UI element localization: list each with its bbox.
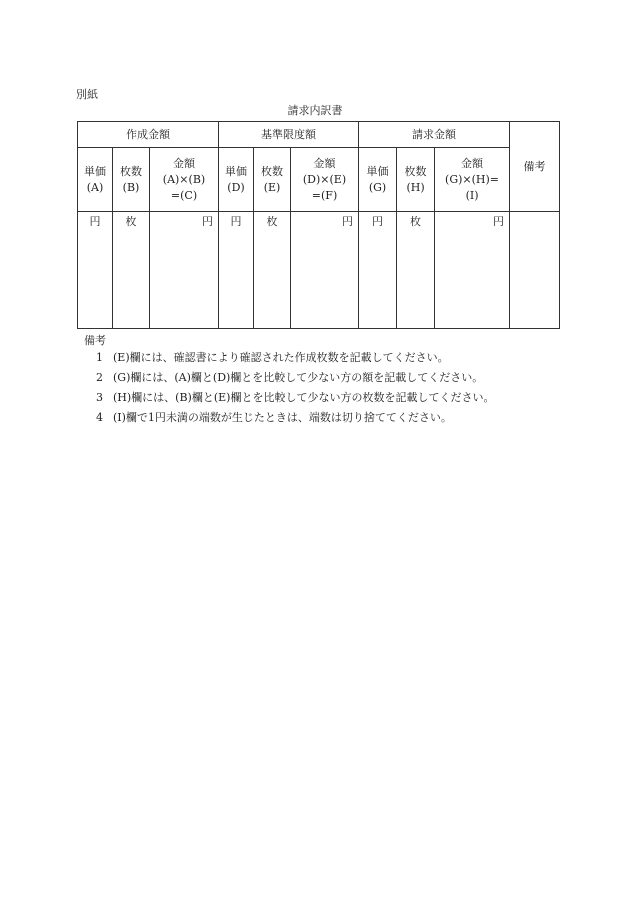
group-header-claim-amount: 請求金額 (359, 122, 510, 148)
document-title: 請求内訳書 (287, 104, 343, 117)
cell-unit-price-d[interactable]: 円 (219, 212, 254, 329)
subheader-count-h: 枚数 (H) (397, 148, 435, 212)
note-number: 1 (96, 351, 103, 364)
note-item (96, 348, 494, 368)
billing-breakdown-table (77, 121, 560, 329)
cell-remarks[interactable] (510, 212, 560, 329)
note-number: 4 (96, 411, 103, 424)
cell-amount-i[interactable]: 円 (435, 212, 510, 329)
cell-amount-c[interactable]: 円 (150, 212, 219, 329)
subheader-amount-i: 金額 (G)×(H)= (I) (435, 148, 510, 212)
cell-unit-price-a[interactable]: 円 (78, 212, 113, 329)
note-number: 2 (96, 371, 103, 384)
cell-count-b[interactable]: 枚 (113, 212, 150, 329)
notes-list (96, 348, 494, 428)
subheader-unit-price-d: 単価 (D) (219, 148, 254, 212)
note-text: (H)欄には、(B)欄と(E)欄とを比較して少ない方の枚数を記載してください。 (113, 391, 495, 404)
group-header-production-amount: 作成金額 (78, 122, 219, 148)
note-item (96, 408, 494, 428)
subheader-amount-c: 金額 (A)×(B) =(C) (150, 148, 219, 212)
group-header-standard-limit: 基準限度額 (219, 122, 359, 148)
cell-count-h[interactable]: 枚 (397, 212, 435, 329)
attachment-label: 別紙 (76, 88, 98, 101)
subheader-count-e: 枚数 (E) (254, 148, 291, 212)
remarks-header: 備考 (510, 122, 560, 212)
subheader-unit-price-g: 単価 (G) (359, 148, 397, 212)
note-text: (E)欄には、確認書により確認された作成枚数を記載してください。 (113, 351, 449, 364)
notes-title: 備考 (84, 334, 106, 347)
cell-amount-f[interactable]: 円 (291, 212, 359, 329)
note-text: (I)欄で1円未満の端数が生じたときは、端数は切り捨ててください。 (113, 411, 452, 424)
subheader-count-b: 枚数 (B) (113, 148, 150, 212)
cell-count-e[interactable]: 枚 (254, 212, 291, 329)
note-item (96, 368, 494, 388)
note-text: (G)欄には、(A)欄と(D)欄とを比較して少ない方の額を記載してください。 (113, 371, 484, 384)
note-number: 3 (96, 391, 103, 404)
cell-unit-price-g[interactable]: 円 (359, 212, 397, 329)
subheader-unit-price-a: 単価 (A) (78, 148, 113, 212)
note-item (96, 388, 494, 408)
subheader-amount-f: 金額 (D)×(E) =(F) (291, 148, 359, 212)
